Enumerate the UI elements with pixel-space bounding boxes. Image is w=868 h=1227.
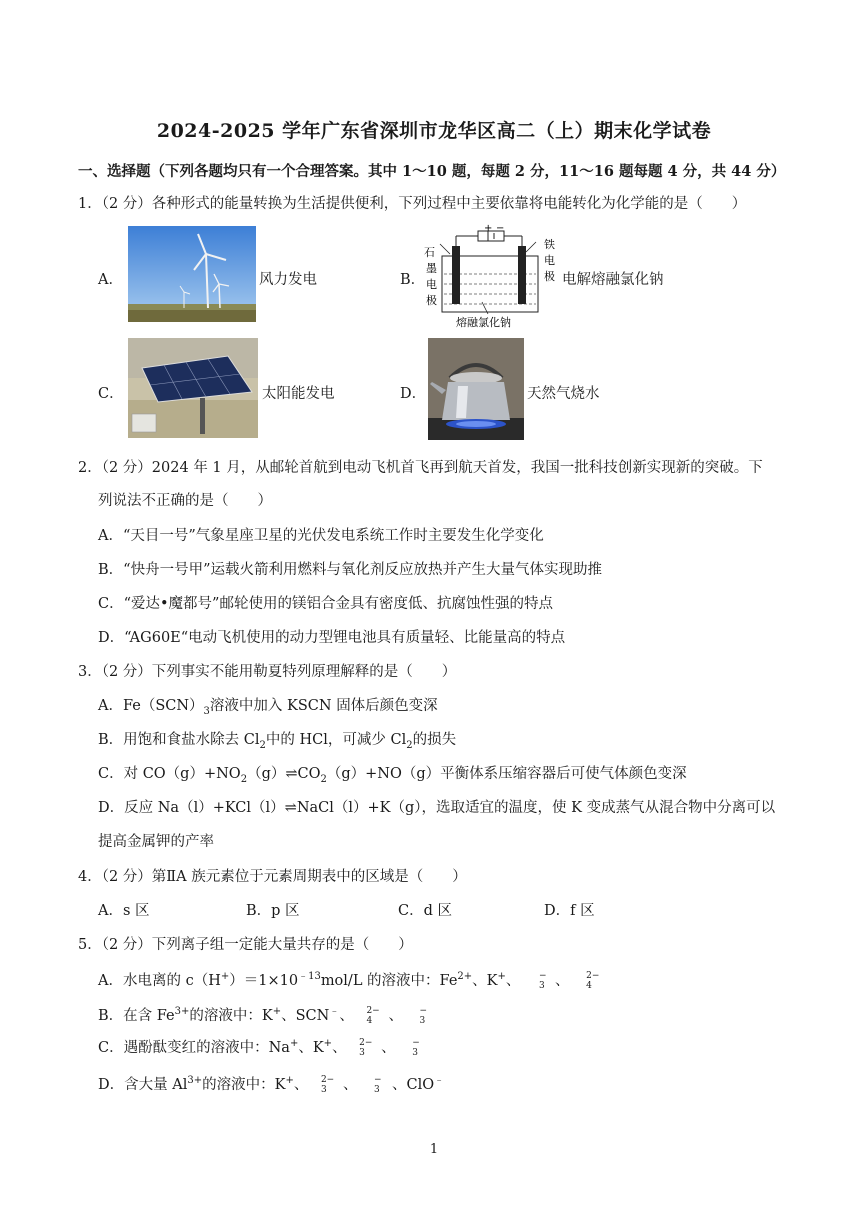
q1-option-b-text: 电解熔融氯化钠: [562, 272, 664, 288]
q5-a-sup-3: 2+: [457, 971, 473, 982]
q3-a-text-end: 溶液中加入 KSCN 固体后颜色变深: [209, 698, 438, 714]
ion-subscript: 3: [374, 1084, 380, 1095]
kettle-photo: [428, 338, 524, 440]
graphite-label-1: 石: [424, 246, 435, 259]
q5-option-a: [98, 967, 604, 990]
q2-option-c: C．“爱达•魔都号”邮轮使用的镁铝合金具有密度低、抗腐蚀性强的特点: [98, 596, 553, 612]
q2-option-b: B．“快舟一号甲”运载火箭利用燃料与氧化剂反应放热并产生大量气体实现助推: [98, 562, 602, 578]
iron-label-3: 极: [544, 270, 555, 283]
q4-option-d: D．f 区: [544, 903, 595, 919]
q5-c-sup-2: +: [323, 1038, 333, 1050]
q5-b-text-3: 、SCN: [281, 1007, 330, 1024]
section-heading: 一、选择题（下列各题均只有一个合理答案。其中 1～10 题，每题 2 分，11～16 题每题 4 分，共 44 分）: [78, 163, 786, 180]
q5-d-text-2: 的溶液中：K: [202, 1076, 286, 1093]
q4-option-b: B．p 区: [246, 903, 300, 919]
question-4-stem: 4．（2 分）第ⅡA 族元素位于元素周期表中的区域是（ ）: [78, 869, 467, 885]
q5-d-sup-2: +: [285, 1075, 294, 1086]
q1-option-c-letter: C．: [98, 386, 124, 402]
q5-b-sup-1: 3+: [174, 1006, 190, 1017]
q5-d-text-3: 、: [293, 1076, 309, 1093]
q3-c-text-2: （g）⇌CO: [247, 766, 321, 782]
ion-charge: −: [374, 1074, 382, 1085]
q1-option-d-letter: D．: [400, 386, 427, 402]
solar-panel-photo: [128, 338, 258, 438]
q5-c-text-2: 、K: [298, 1040, 324, 1056]
q3-a-text: A．Fe（SCN）: [98, 698, 204, 714]
q4-option-c: C．d 区: [398, 903, 452, 919]
question-3-stem: 3．（2 分）下列事实不能用勒夏特列原理解释的是（ ）: [78, 664, 457, 680]
wind-turbine-photo: [128, 226, 256, 322]
q5-a-text-2: ）＝1×10: [229, 972, 299, 989]
q3-c-subscript-2: 2: [320, 773, 327, 785]
q1-option-a-text: 风力发电: [259, 272, 317, 288]
q3-b-subscript-2: 2: [406, 739, 413, 751]
graphite-label-4: 极: [426, 294, 437, 307]
q5-b-sup-2: +: [272, 1006, 282, 1017]
q5-d-text-4: 、: [342, 1076, 358, 1093]
q3-a-subscript: 3: [203, 705, 210, 717]
q3-option-d: D．反应 Na（l）+KCl（l）⇌NaCl（l）+K（g），选取适宜的温度，使 K 变成蒸气从混合物中分离可以: [98, 800, 776, 816]
page-number: 1: [429, 1142, 439, 1157]
q5-a-sup-1: +: [220, 971, 230, 982]
q5-d-text-1: D．含大量 Al: [98, 1076, 188, 1093]
q5-option-b: [98, 1002, 438, 1025]
ion-subscript: 3: [539, 980, 545, 991]
q5-c-sup-1: +: [289, 1038, 299, 1050]
q3-option-b: [98, 728, 456, 751]
q5-a-text-5: 、: [505, 972, 521, 989]
q5-b-text-1: B．在含 Fe: [98, 1007, 175, 1024]
electrolysis-diagram: [418, 222, 564, 330]
ion-charge: −: [539, 970, 547, 981]
q3-option-a: [98, 694, 438, 717]
q5-a-text-1: A．水电离的 c（H: [98, 972, 221, 989]
q5-option-d: [98, 1071, 444, 1094]
ion-charge: −: [412, 1038, 420, 1048]
iron-label-2: 电: [544, 254, 555, 267]
q5-b-sup-3: ﹣: [329, 1006, 340, 1017]
question-1-stem: 1．（2 分）各种形式的能量转换为生活提供便利，下列过程中主要依靠将电能转化为化学能的是（ ）: [78, 196, 747, 212]
q1-option-d-text: 天然气烧水: [527, 386, 600, 402]
ion-charge: 2−: [320, 1074, 335, 1085]
q5-b-text-5: 、: [388, 1007, 403, 1024]
ion-fragment: [400, 1038, 430, 1058]
ion-fragment: [525, 970, 555, 991]
q3-b-text-end: 的损失: [412, 732, 457, 748]
graphite-label-2: 墨: [426, 262, 437, 275]
q3-b-text: B．用饱和食盐水除去 Cl: [98, 732, 260, 748]
ion-fragment: [358, 1005, 388, 1026]
q3-option-d-cont: 提高金属钾的产率: [98, 834, 214, 850]
q5-a-text-3: mol/L 的溶液中：Fe: [320, 972, 458, 989]
q2-option-d: D．“AG60E“电动飞机使用的动力型锂电池具有质量轻、比能量高的特点: [98, 630, 566, 646]
ion-subscript: 4: [366, 1015, 373, 1026]
q5-a-text-6: 、: [555, 972, 570, 989]
q1-option-c-text: 太阳能发电: [262, 386, 335, 402]
q3-option-c: [98, 762, 687, 785]
q5-a-sup-2: ﹣13: [298, 971, 321, 982]
ion-charge: −: [419, 1005, 428, 1016]
ion-subscript: 3: [359, 1048, 365, 1058]
question-2-stem: 2．（2 分）2024 年 1 月，从邮轮首航到电动飞机首飞再到航天首发，我国一批科技创新实现新的突破。下: [78, 460, 763, 476]
molten-nacl-label: 熔融氯化钠: [456, 316, 511, 329]
q5-a-text-4: 、K: [472, 972, 498, 989]
graphite-label-3: 电: [426, 278, 437, 291]
q5-c-text-3: 、: [332, 1040, 347, 1056]
q5-d-sup-1: 3+: [187, 1075, 203, 1086]
ion-fragment: [313, 1074, 343, 1095]
question-2-stem-cont: 列说法不正确的是（ ）: [98, 493, 272, 509]
q1-option-a-letter: A．: [98, 272, 123, 288]
ion-charge: 2−: [586, 970, 600, 981]
q3-c-subscript-1: 2: [240, 773, 248, 785]
ion-subscript: 3: [412, 1048, 419, 1058]
q5-b-text-4: 、: [339, 1007, 354, 1024]
q3-c-text: C．对 CO（g）+NO: [98, 766, 241, 782]
q3-c-text-3: （g）+NO（g）平衡体系压缩容器后可使气体颜色变深: [326, 766, 687, 782]
ion-charge: 2−: [366, 1005, 380, 1016]
question-5-stem: 5．（2 分）下列离子组一定能大量共存的是（ ）: [78, 937, 413, 953]
q5-a-sup-4: +: [497, 971, 506, 982]
q3-b-subscript-1: 2: [259, 739, 266, 751]
ion-subscript: 3: [419, 1015, 426, 1026]
ion-fragment: [351, 1038, 381, 1058]
q5-d-sup-3: ﹣: [434, 1075, 445, 1086]
q3-b-text-mid: 中的 HCl，可减少 Cl: [265, 732, 407, 748]
q5-c-text-4: 、: [381, 1040, 396, 1056]
ion-fragment: [362, 1074, 392, 1095]
page-title: 2024-2025 学年广东省深圳市龙华区高二（上）期末化学试卷: [156, 120, 712, 142]
q2-option-a: A．“天目一号”气象星座卫星的光伏发电系统工作时主要发生化学变化: [98, 528, 544, 544]
q5-b-text-2: 的溶液中：K: [189, 1007, 273, 1024]
ion-charge: 2−: [359, 1038, 373, 1048]
q1-option-b-letter: B．: [400, 272, 426, 288]
q5-c-text-1: C．遇酚酞变红的溶液中：Na: [98, 1040, 290, 1056]
q5-option-c: [98, 1036, 430, 1057]
q4-option-a: A．s 区: [98, 903, 150, 919]
ion-fragment: [574, 970, 604, 991]
q5-d-text-5: 、ClO: [392, 1076, 435, 1093]
ion-fragment: [408, 1005, 438, 1026]
ion-subscript: 3: [320, 1084, 327, 1095]
iron-label-1: 铁: [544, 238, 555, 251]
positive-terminal: +: [484, 223, 493, 234]
ion-subscript: 4: [586, 980, 592, 991]
negative-terminal: −: [496, 223, 505, 234]
